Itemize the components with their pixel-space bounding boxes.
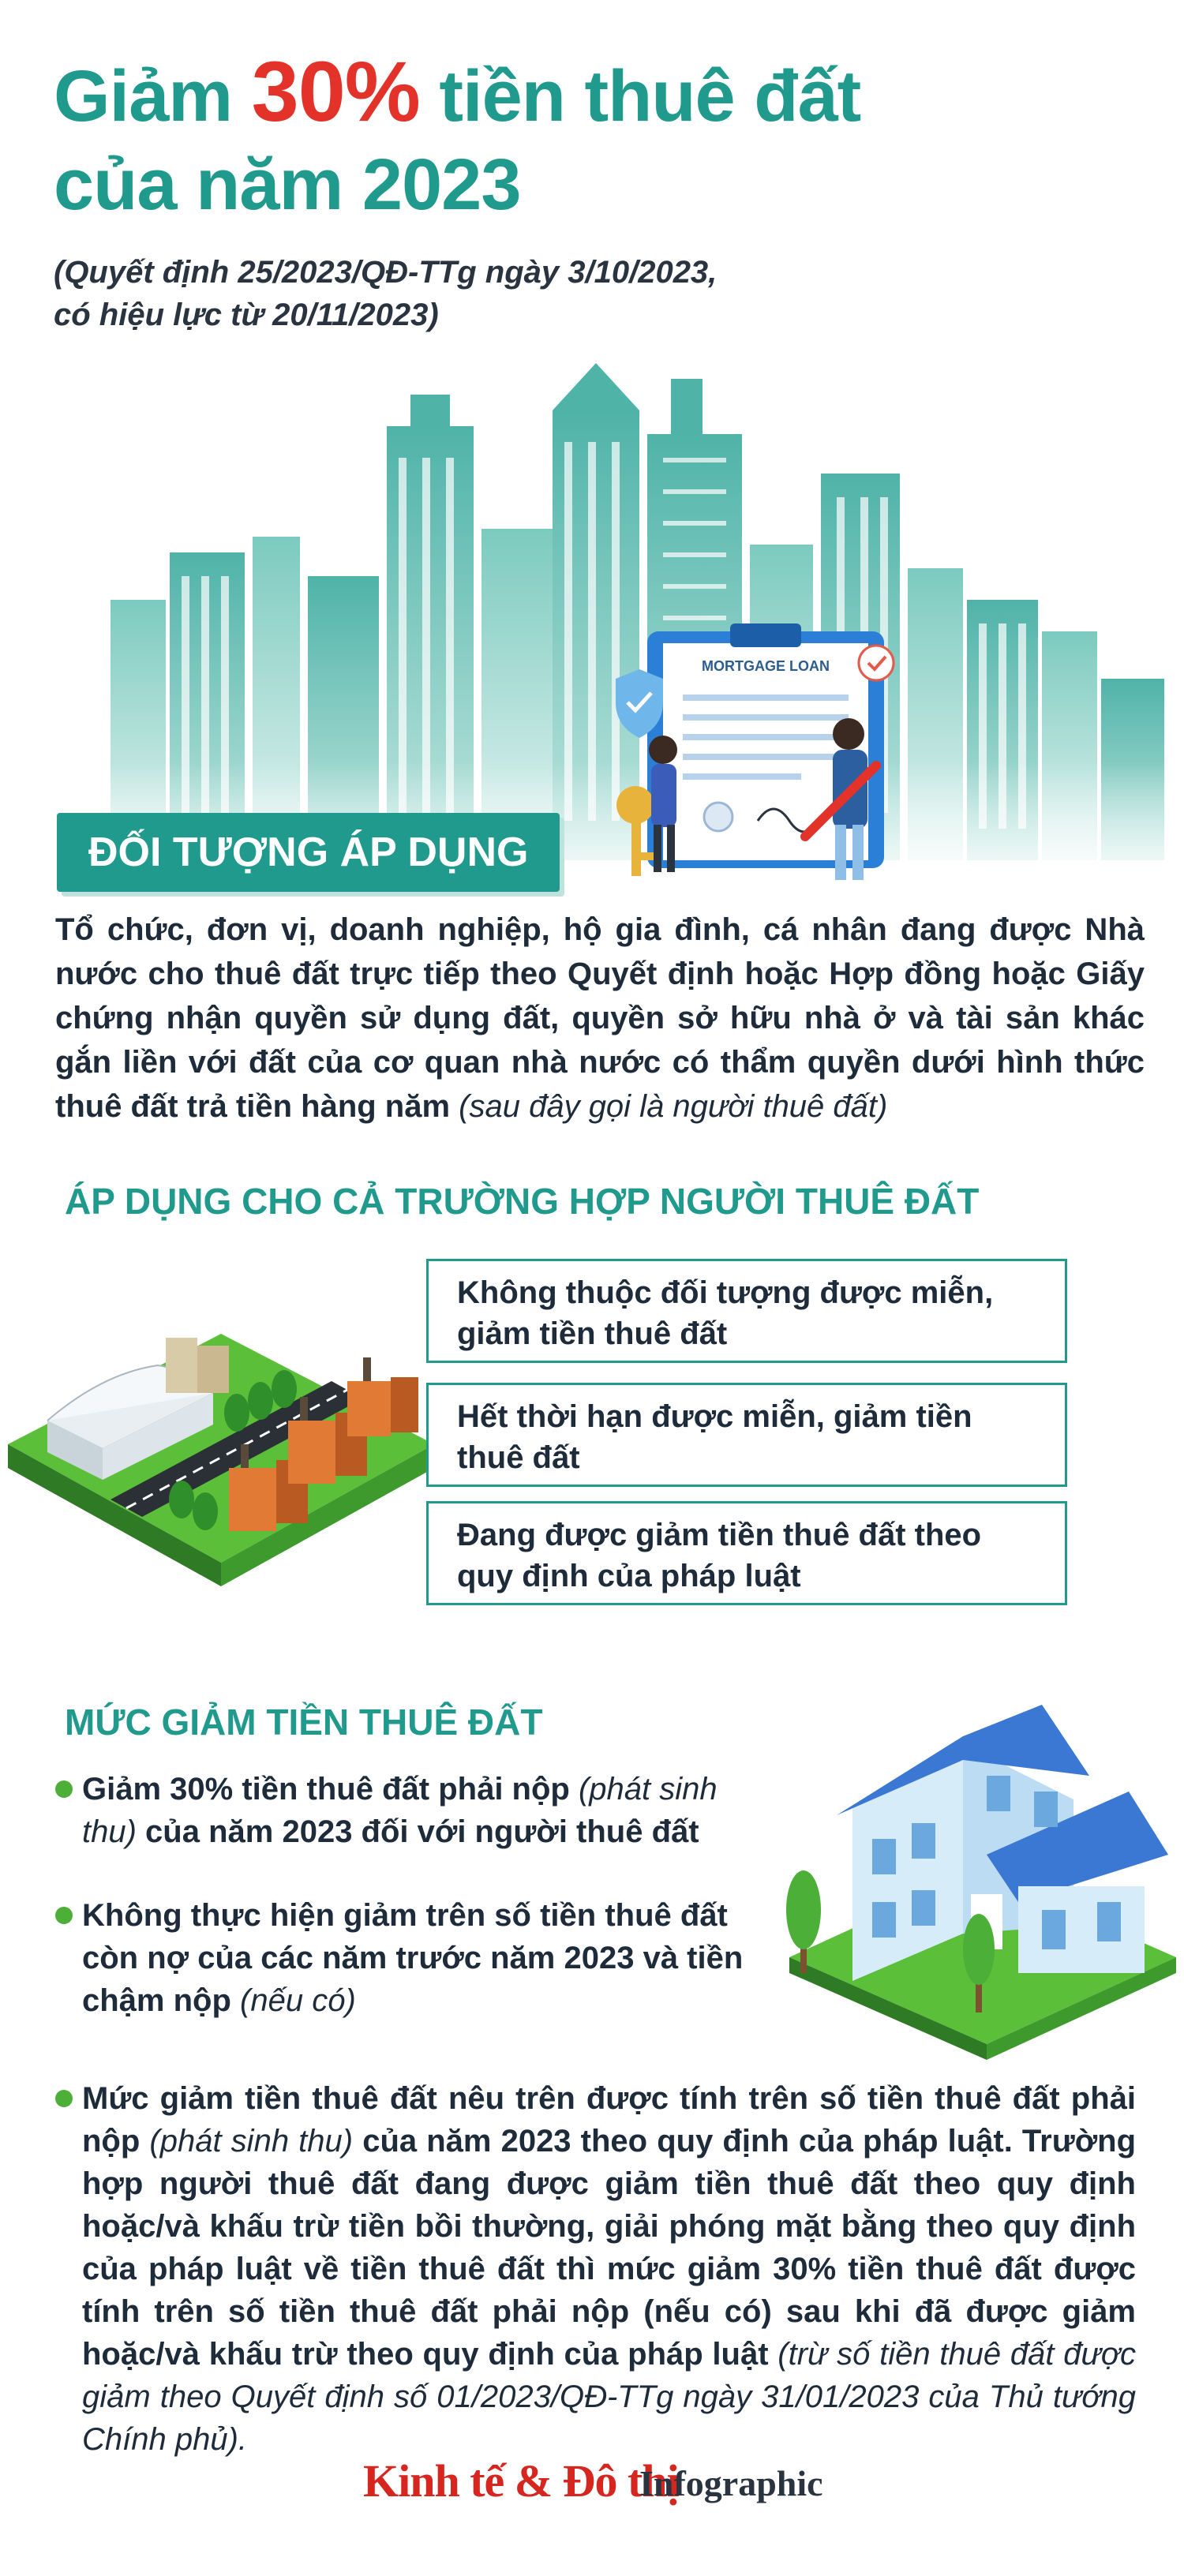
case-box-currently-reduced: Đang được giảm tiền thuê đất theo quy định của pháp luật — [426, 1501, 1067, 1605]
bullet3-note1: (phát sinh thu) — [149, 2124, 354, 2159]
house-illustration — [781, 1673, 1184, 2068]
section-heading-reduction-level: MỨC GIẢM TIỀN THUÊ ĐẤT — [65, 1702, 543, 1743]
bullet-dot — [55, 1907, 73, 1924]
bullet2-text: Không thực hiện giảm trên số tiền thuê đất còn nợ của các năm trước năm 2023 và tiền chậm nộp — [82, 1898, 744, 2018]
bullet3-note2: (trừ số tiền thuê đất được giảm theo Quyết định số 01/2023/QĐ-TTg ngày 31/01/2023 của Thủ tướng Chính phủ). — [82, 2337, 1136, 2457]
bullet2-note: (nếu có) — [240, 1983, 356, 2018]
bullet1-text: Giảm 30% tiền thuê đất phải nộp — [82, 1772, 579, 1807]
industrial-zone-illustration — [0, 1263, 442, 1610]
check-badge-icon — [859, 646, 894, 680]
title-part1: Giảm — [54, 56, 252, 137]
applicable-subjects-text — [55, 908, 1145, 1129]
section-heading-cases: ÁP DỤNG CHO CẢ TRƯỜNG HỢP NGƯỜI THUÊ ĐẤT — [65, 1181, 980, 1222]
bullet-dot — [55, 1780, 73, 1798]
brand-logo: Kinh tế & Đô thị — [363, 2455, 679, 2507]
reduction-bullet-3 — [82, 2077, 1136, 2461]
case-box-not-exempt: Không thuộc đối tượng được miễn, giảm tiền thuê đất — [426, 1259, 1067, 1363]
document-label: MORTGAGE LOAN — [702, 658, 830, 674]
subjects-body: Tổ chức, đơn vị, doanh nghiệp, hộ gia đình, cá nhân đang được Nhà nước cho thuê đất trực tiếp theo Quyết định hoặc Hợp đồng hoặc Giấy chứng nhận quyền sử dụng đất, quyền sở hữu nhà ở và tài sản khác gắn liền với đất của cơ quan nhà nước có thẩm quyền dưới hình thức thuê đất trả tiền hàng năm — [55, 912, 1145, 1124]
page-subtitle — [54, 251, 843, 336]
section-heading-applicable-subjects: ĐỐI TƯỢNG ÁP DỤNG — [57, 813, 560, 892]
bullet1-text-end: của năm 2023 đối với người thuê đất — [136, 1814, 699, 1849]
page-title — [54, 43, 1143, 229]
house-icon — [837, 1705, 1168, 1981]
subjects-body-note: (sau đây gọi là người thuê đất) — [459, 1089, 888, 1124]
title-part2: tiền thuê đất — [419, 56, 861, 137]
bullet3-text-mid: của năm 2023 theo quy định của pháp luật. Trường hợp người thuê đất đang được giảm tiền thuê đất theo quy định hoặc/và khấu trừ tiền bồi thường, giải phóng mặt bằng theo quy định của pháp luật về tiền thuê đất thì mức giảm 30% tiền thuê đất được tính trên số tiền thuê đất phải nộp (nếu có) sau khi đã được giảm hoặc/và khấu trừ theo quy định của pháp luật — [82, 2124, 1136, 2372]
reduction-bullet-2 — [82, 1894, 777, 2022]
case-box-expired-exemption: Hết thời hạn được miễn, giảm tiền thuê đất — [426, 1383, 1067, 1487]
title-line2: của năm 2023 — [54, 144, 521, 225]
bullet-dot — [55, 2090, 73, 2107]
subtitle-line1: (Quyết định 25/2023/QĐ-TTg ngày 3/10/2023, — [54, 255, 718, 290]
subtitle-line2: có hiệu lực từ 20/11/2023) — [54, 298, 439, 332]
bullet1-note: (phát sinh thu) — [82, 1772, 718, 1849]
infographic-label: Infographic — [639, 2463, 823, 2503]
title-highlight: 30% — [251, 43, 420, 139]
bullet3-text: Mức giảm tiền thuê đất nêu trên được tính trên số tiền thuê đất phải nộp — [82, 2081, 1136, 2159]
reduction-bullet-1 — [82, 1768, 777, 1853]
